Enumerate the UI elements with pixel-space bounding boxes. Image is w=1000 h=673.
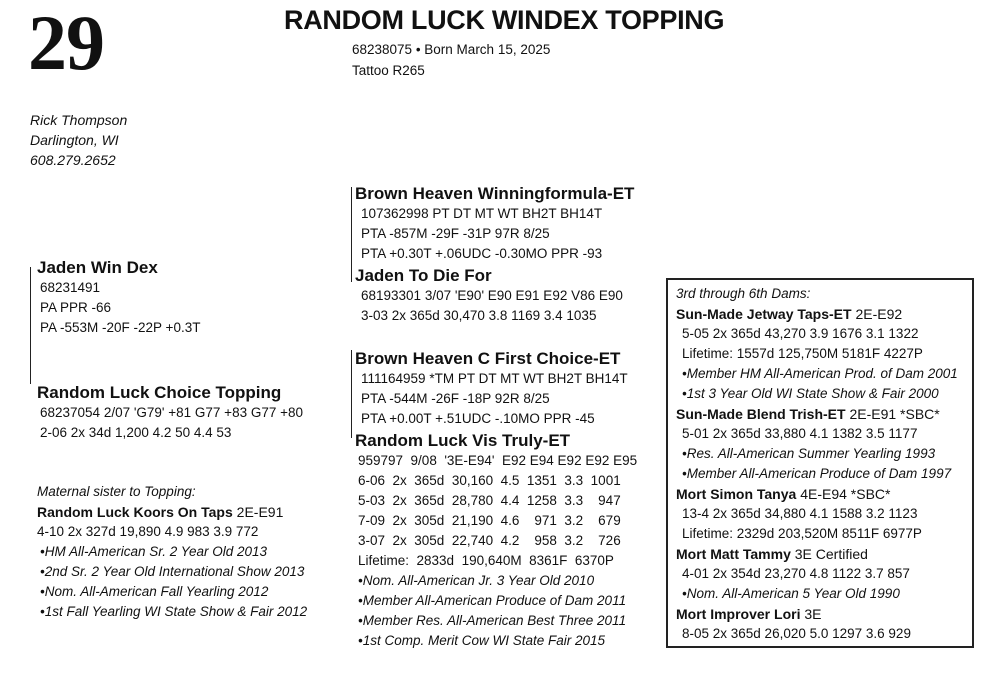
dam-sire-name: Brown Heaven C First Choice-ET bbox=[355, 349, 621, 368]
sire-line: PA PPR -66 bbox=[40, 300, 112, 315]
dam7-line: 8-05 2x 365d 26,020 5.0 1297 3.6 929 bbox=[682, 626, 911, 641]
dam3-line: Lifetime: 1557d 125,750M 5181F 4227P bbox=[682, 346, 923, 361]
dam-block bbox=[37, 382, 303, 443]
dam-sire-line: PTA +0.00T +.51UDC -.10MO PPR -45 bbox=[361, 411, 595, 426]
dam-sire-line: 111164959 *TM PT DT MT WT BH2T BH14T bbox=[361, 371, 628, 386]
dam-dam-note: •Nom. All-American Jr. 3 Year Old 2010 bbox=[358, 573, 595, 588]
dam-sire-block bbox=[355, 348, 628, 429]
lot-number: 29 bbox=[28, 0, 104, 86]
parents-bracket-line bbox=[30, 267, 31, 384]
sire-sire-line: PTA +0.30T +.06UDC -0.30MO PPR -93 bbox=[361, 246, 603, 261]
maternal-sister-name: Random Luck Koors On Taps bbox=[37, 504, 233, 520]
maternal-sister-block bbox=[37, 482, 307, 622]
dam6-note: •Nom. All-American 5 Year Old 1990 bbox=[682, 586, 900, 601]
maternal-sister-note: •1st Fall Yearling WI State Show & Fair 2012 bbox=[40, 604, 308, 619]
animal-name: RANDOM LUCK WINDEX TOPPING bbox=[284, 5, 725, 35]
maternal-sister-heading: Maternal sister to Topping: bbox=[37, 484, 196, 499]
sire-name: Jaden Win Dex bbox=[37, 258, 158, 277]
dam-dam-note: •Member Res. All-American Best Three 2011 bbox=[358, 613, 627, 628]
dam-bracket-line bbox=[351, 350, 352, 438]
dam3-line: 5-05 2x 365d 43,270 3.9 1676 3.1 1322 bbox=[682, 326, 919, 341]
dam7-name: Mort Improver Lori bbox=[676, 606, 801, 622]
dam-line: 2-06 2x 34d 1,200 4.2 50 4.4 53 bbox=[40, 425, 232, 440]
maternal-sister-note: •HM All-American Sr. 2 Year Old 2013 bbox=[40, 544, 268, 559]
sire-dam-name: Jaden To Die For bbox=[355, 266, 492, 285]
dam5-line: 13-4 2x 365d 34,880 4.1 1588 3.2 1123 bbox=[682, 506, 918, 521]
dam6-score: 3E Certified bbox=[794, 546, 868, 562]
maternal-sister-score: 2E-E91 bbox=[236, 504, 284, 520]
dam6-name: Mort Matt Tammy bbox=[676, 546, 791, 562]
dam5-line: Lifetime: 2329d 203,520M 8511F 6977P bbox=[682, 526, 922, 541]
dam-dam-line: 3-07 2x 305d 22,740 4.2 958 3.2 726 bbox=[358, 533, 621, 548]
maternal-sister-note: •Nom. All-American Fall Yearling 2012 bbox=[40, 584, 269, 599]
dam-dam-lifetime: Lifetime: 2833d 190,640M 8361F 6370P bbox=[358, 553, 614, 568]
owner-phone: 608.279.2652 bbox=[30, 152, 116, 168]
sire-line: PA -553M -20F -22P +0.3T bbox=[40, 320, 201, 335]
sire-sire-line: 107362998 PT DT MT WT BH2T BH14T bbox=[361, 206, 603, 221]
sire-dam-block bbox=[355, 265, 623, 326]
owner-name: Rick Thompson bbox=[30, 112, 128, 128]
sire-sire-line: PTA -857M -29F -31P 97R 8/25 bbox=[361, 226, 550, 241]
dam4-name: Sun-Made Blend Trish-ET bbox=[676, 406, 846, 422]
dam-dam-line: 5-03 2x 365d 28,780 4.4 1258 3.3 947 bbox=[358, 493, 621, 508]
maternal-sister-note: •2nd Sr. 2 Year Old International Show 2013 bbox=[40, 564, 305, 579]
dam3-name: Sun-Made Jetway Taps-ET bbox=[676, 306, 852, 322]
dam-dam-line: 7-09 2x 305d 21,190 4.6 971 3.2 679 bbox=[358, 513, 621, 528]
dam4-line: 5-01 2x 365d 33,880 4.1 1382 3.5 1177 bbox=[682, 426, 918, 441]
dam-dam-note: •1st Comp. Merit Cow WI State Fair 2015 bbox=[358, 633, 606, 648]
dam7-score: 3E bbox=[804, 606, 822, 622]
dam4-note: •Member All-American Produce of Dam 1997 bbox=[682, 466, 952, 481]
dam5-score: 4E-E94 *SBC* bbox=[800, 486, 891, 502]
sire-sire-block bbox=[355, 183, 634, 264]
sire-sire-name: Brown Heaven Winningformula-ET bbox=[355, 184, 635, 203]
dam-dam-name: Random Luck Vis Truly-ET bbox=[355, 431, 571, 450]
sire-block bbox=[37, 257, 200, 338]
dam-sire-line: PTA -544M -26F -18P 92R 8/25 bbox=[361, 391, 550, 406]
sire-bracket-line bbox=[351, 187, 352, 282]
dam-line: 68237054 2/07 'G79' +81 G77 +83 G77 +80 bbox=[40, 405, 303, 420]
dams-box-heading: 3rd through 6th Dams: bbox=[676, 286, 811, 301]
tattoo: Tattoo R265 bbox=[352, 63, 425, 78]
dam-name: Random Luck Choice Topping bbox=[37, 383, 282, 402]
owner-info bbox=[30, 110, 127, 170]
sire-line: 68231491 bbox=[40, 280, 101, 295]
owner-location: Darlington, WI bbox=[30, 132, 119, 148]
dam3-note: •Member HM All-American Prod. of Dam 2001 bbox=[682, 366, 958, 381]
dam3-note: •1st 3 Year Old WI State Show & Fair 2000 bbox=[682, 386, 939, 401]
dam5-name: Mort Simon Tanya bbox=[676, 486, 797, 502]
dam6-line: 4-01 2x 354d 23,270 4.8 1122 3.7 857 bbox=[682, 566, 910, 581]
dam4-score: 2E-E91 *SBC* bbox=[849, 406, 940, 422]
dams-box bbox=[666, 278, 974, 648]
dam-dam-note: •Member All-American Produce of Dam 2011 bbox=[358, 593, 627, 608]
sire-dam-line: 68193301 3/07 'E90' E90 E91 E92 V86 E90 bbox=[361, 288, 623, 303]
dam-dam-block bbox=[355, 430, 637, 651]
dam-dam-line: 6-06 2x 365d 30,160 4.5 1351 3.3 1001 bbox=[358, 473, 621, 488]
maternal-sister-record: 4-10 2x 327d 19,890 4.9 983 3.9 772 bbox=[37, 524, 259, 539]
sire-dam-line: 3-03 2x 365d 30,470 3.8 1169 3.4 1035 bbox=[361, 308, 597, 323]
dam4-note: •Res. All-American Summer Yearling 1993 bbox=[682, 446, 936, 461]
dam-dam-line: 959797 9/08 '3E-E94' E92 E94 E92 E92 E95 bbox=[358, 453, 638, 468]
dam3-score: 2E-E92 bbox=[855, 306, 903, 322]
registration-birth-line: 68238075 • Born March 15, 2025 bbox=[352, 42, 551, 57]
